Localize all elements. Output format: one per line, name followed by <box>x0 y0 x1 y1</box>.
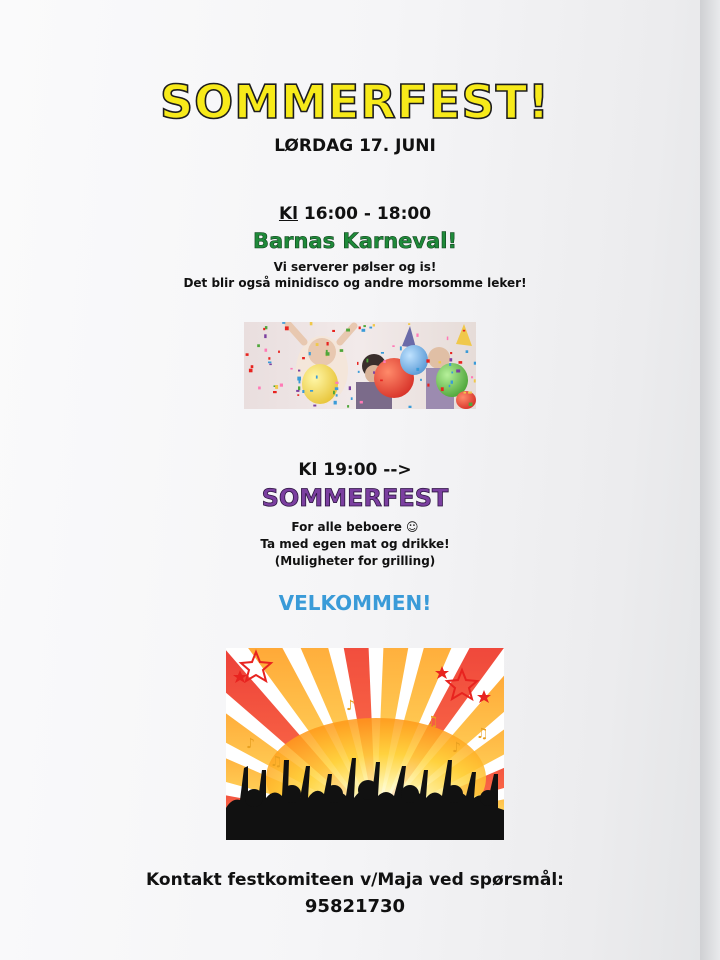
confetti-piece <box>450 358 453 361</box>
confetti-piece <box>474 362 476 365</box>
confetti-piece <box>298 386 300 390</box>
confetti-piece <box>468 392 472 394</box>
confetti-piece <box>278 351 280 353</box>
confetti-piece <box>334 401 337 405</box>
confetti-piece <box>282 322 285 324</box>
confetti-piece <box>326 352 330 356</box>
welcome-text: VELKOMMEN! <box>278 591 432 615</box>
confetti-piece <box>463 330 465 332</box>
confetti-piece <box>302 390 304 393</box>
party-time: Kl 19:00 --> <box>298 460 412 480</box>
confetti-piece <box>268 357 270 360</box>
confetti-piece <box>451 381 453 384</box>
confetti-piece <box>367 359 369 363</box>
confetti-piece <box>464 392 467 394</box>
confetti-piece <box>310 322 313 325</box>
carnival-time <box>0 204 710 224</box>
confetti-piece <box>383 360 385 363</box>
confetti-piece <box>265 326 268 329</box>
party-line-2: Ta med egen mat og drikke! <box>260 537 450 551</box>
confetti-piece <box>246 353 249 356</box>
confetti-piece <box>392 345 394 347</box>
confetti-piece <box>381 352 384 354</box>
confetti-piece <box>373 371 375 374</box>
confetti-piece <box>409 406 412 408</box>
confetti-piece <box>416 334 418 337</box>
confetti-piece <box>358 371 360 373</box>
confetti-piece <box>257 344 260 347</box>
confetti-piece <box>447 337 449 341</box>
confetti-piece <box>316 343 319 346</box>
confetti-piece <box>297 377 301 381</box>
confetti-piece <box>439 361 442 363</box>
confetti-piece <box>263 328 265 330</box>
confetti-piece <box>335 382 338 384</box>
confetti-piece <box>332 330 335 332</box>
confetti-piece <box>408 323 410 325</box>
confetti-piece <box>427 384 429 387</box>
contact-text: Kontakt festkomiteen v/Maja ved spørsmål: <box>146 870 564 890</box>
confetti-piece <box>275 385 278 389</box>
confetti-piece <box>316 376 318 379</box>
kids-party-photo <box>244 322 476 409</box>
confetti-piece <box>373 324 375 326</box>
confetti-piece <box>400 346 402 350</box>
confetti-piece <box>336 394 338 396</box>
confetti-piece <box>251 365 254 368</box>
confetti-piece <box>450 352 452 354</box>
confetti-piece <box>346 329 350 332</box>
confetti-piece <box>296 390 299 392</box>
party-line-1: For alle beboere ☺ <box>291 520 419 534</box>
confetti-piece <box>273 391 277 393</box>
confetti-piece <box>360 401 363 404</box>
svg-text:♪: ♪ <box>346 698 355 714</box>
confetti-piece <box>351 397 353 400</box>
confetti-piece <box>359 327 361 330</box>
svg-text:♪: ♪ <box>246 736 255 752</box>
confetti-piece <box>268 362 271 364</box>
confetti-piece <box>264 334 266 338</box>
svg-text:♫: ♫ <box>426 714 439 730</box>
confetti-piece <box>449 363 451 366</box>
confetti-piece <box>290 368 292 370</box>
confetti-piece <box>249 369 253 373</box>
confetti-piece <box>327 342 329 346</box>
carnival-time-range: 16:00 - 18:00 <box>297 204 432 224</box>
confetti-piece <box>310 390 313 392</box>
confetti-piece <box>426 359 429 362</box>
confetti-piece <box>369 327 372 329</box>
confetti-piece <box>309 352 311 355</box>
confetti-piece <box>265 349 268 352</box>
confetti-piece <box>302 357 305 359</box>
contact-phone: 95821730 <box>304 896 406 917</box>
confetti-piece <box>258 387 261 390</box>
confetti-piece <box>347 405 349 408</box>
confetti-piece <box>299 381 301 384</box>
svg-text:♫: ♫ <box>476 726 489 742</box>
confetti-piece <box>420 379 422 381</box>
party-crowd-illustration <box>226 648 504 840</box>
svg-text:♫: ♫ <box>270 754 283 770</box>
confetti-piece <box>335 387 339 390</box>
confetti-piece <box>333 391 335 395</box>
confetti-piece <box>349 386 351 390</box>
confetti-piece <box>471 376 473 378</box>
confetti-piece <box>416 368 419 371</box>
confetti-piece <box>298 370 300 372</box>
event-date: LØRDAG 17. JUNI <box>274 136 436 156</box>
party-heading: SOMMERFEST <box>261 484 449 512</box>
confetti-piece <box>459 361 463 364</box>
carnival-heading: Barnas Karneval! <box>252 229 458 253</box>
confetti-piece <box>441 387 444 391</box>
confetti-piece <box>340 349 344 352</box>
flyer-title: SOMMERFEST! <box>160 75 550 129</box>
confetti-piece <box>297 394 299 396</box>
confetti-piece <box>357 362 359 365</box>
confetti-piece <box>449 385 451 387</box>
party-line-3: (Muligheter for grilling) <box>274 554 436 568</box>
confetti-piece <box>285 326 289 330</box>
carnival-time-prefix: Kl <box>278 204 298 224</box>
confetti-piece <box>380 380 383 382</box>
confetti-piece <box>313 405 316 407</box>
carnival-line-2: Det blir også minidisco og andre morsomme leker! <box>183 276 527 290</box>
confetti-piece <box>363 325 366 327</box>
confetti-piece <box>469 403 473 406</box>
confetti-piece <box>280 384 283 387</box>
carnival-line-1: Vi serverer pølser og is! <box>273 260 437 274</box>
confetti-piece <box>362 329 366 332</box>
confetti-piece <box>456 369 460 372</box>
svg-text:♪: ♪ <box>452 740 461 756</box>
confetti-piece <box>466 350 469 353</box>
confetti-piece <box>474 379 476 382</box>
confetti-piece <box>269 364 272 366</box>
confetti-piece <box>451 372 453 374</box>
